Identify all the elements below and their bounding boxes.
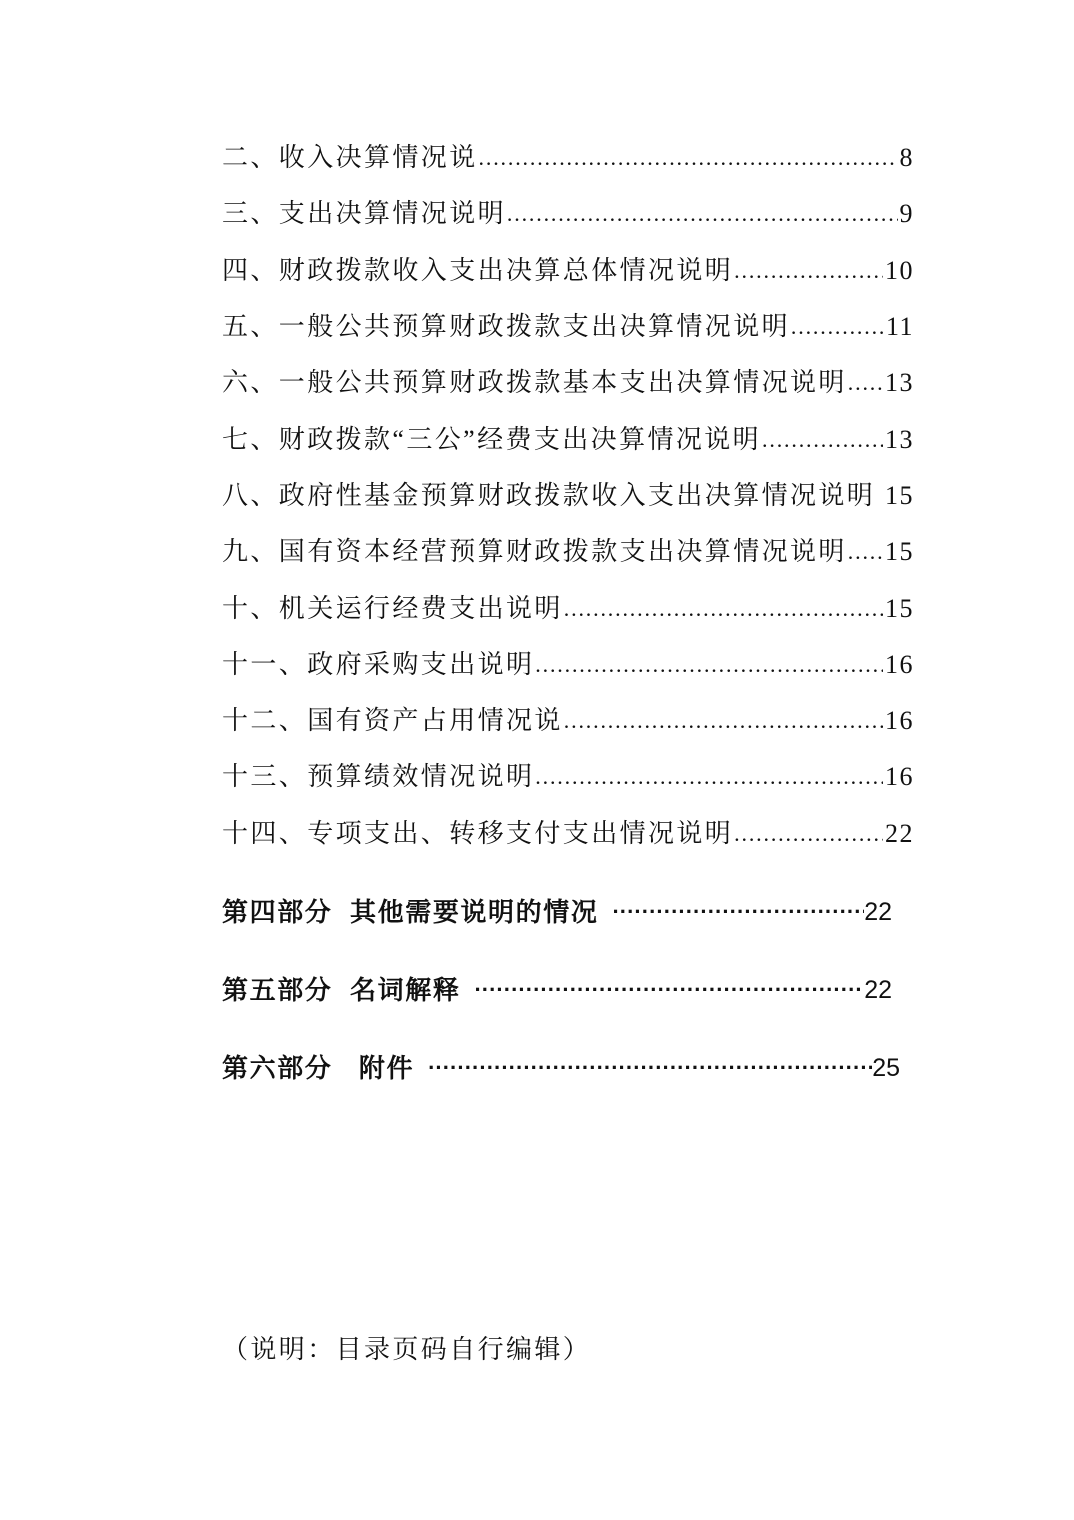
- section-row: [222, 951, 892, 1029]
- dot-leader: [761, 412, 883, 468]
- section-title: 第六部分 附件: [222, 1053, 415, 1083]
- dot-leader: [428, 1029, 872, 1107]
- editing-note: （说明：目录页码自行编辑）: [222, 1335, 592, 1364]
- toc-row: [222, 186, 914, 242]
- dot-leader: [790, 299, 884, 355]
- toc-row: [222, 580, 914, 636]
- toc-title: 七、财政拨款“三公”经费支出决算情况说明: [222, 424, 762, 454]
- toc-row: [222, 693, 914, 749]
- dot-leader: [506, 186, 897, 242]
- toc-row: [222, 299, 914, 355]
- dot-leader: [534, 637, 883, 693]
- section-page-number: 22: [864, 976, 892, 1004]
- dot-leader: [563, 693, 883, 749]
- toc-page-number: 13: [885, 424, 914, 454]
- section-title: 第四部分 其他需要说明的情况: [222, 897, 599, 927]
- toc-title: 十、机关运行经费支出说明: [222, 593, 563, 623]
- dot-leader: [733, 243, 883, 299]
- toc-page-number: 11: [885, 312, 914, 342]
- section-row: [222, 873, 892, 951]
- toc-page-number: 15: [885, 480, 914, 510]
- section-row: [222, 1029, 900, 1107]
- dot-leader: [478, 130, 898, 186]
- toc-page-number: 15: [885, 537, 914, 567]
- section-page-number: 22: [864, 898, 892, 926]
- toc-title: 八、政府性基金预算财政拨款收入支出决算情况说明: [222, 480, 876, 510]
- toc-row: [222, 806, 914, 862]
- dot-leader: [474, 951, 864, 1029]
- toc-list: [222, 130, 914, 862]
- toc-title: 二、收入决算情况说: [222, 143, 478, 173]
- toc-page-number: 8: [899, 143, 914, 173]
- section-title: 第五部分 名词解释: [222, 975, 461, 1005]
- dot-leader: [534, 749, 883, 805]
- toc-page-number: 15: [885, 593, 914, 623]
- toc-title: 十二、国有资产占用情况说: [222, 706, 563, 736]
- toc-page-number: 16: [885, 706, 914, 736]
- toc-title: 十四、专项支出、转移支付支出情况说明: [222, 818, 734, 848]
- toc-row: [222, 468, 914, 524]
- toc-title: 六、一般公共预算财政拨款基本支出决算情况说明: [222, 368, 847, 398]
- toc-row: [222, 355, 914, 411]
- dot-leader: [612, 873, 864, 951]
- toc-row: [222, 411, 914, 467]
- toc-title: 四、财政拨款收入支出决算总体情况说明: [222, 255, 734, 285]
- toc-title: 十一、政府采购支出说明: [222, 649, 535, 679]
- toc-row: [222, 243, 914, 299]
- toc-page-number: 16: [885, 649, 914, 679]
- toc-row: [222, 749, 914, 805]
- toc-page-number: 10: [885, 255, 914, 285]
- section-page-number: 25: [872, 1054, 900, 1082]
- toc-page-number: 22: [885, 818, 914, 848]
- toc-title: 三、支出决算情况说明: [222, 199, 507, 229]
- dot-leader: [733, 806, 883, 862]
- toc-title: 九、国有资本经营预算财政拨款支出决算情况说明: [222, 537, 847, 567]
- toc-page-number: 16: [885, 762, 914, 792]
- toc-title: 十三、预算绩效情况说明: [222, 762, 535, 792]
- toc-row: [222, 524, 914, 580]
- dot-leader: [847, 524, 883, 580]
- toc-title: 五、一般公共预算财政拨款支出决算情况说明: [222, 312, 791, 342]
- dot-leader: [847, 355, 883, 411]
- toc-page-number: 9: [899, 199, 914, 229]
- toc-page-number: 13: [885, 368, 914, 398]
- toc-row: [222, 130, 914, 186]
- toc-sections: [222, 873, 900, 1107]
- toc-row: [222, 637, 914, 693]
- dot-leader: [563, 581, 883, 637]
